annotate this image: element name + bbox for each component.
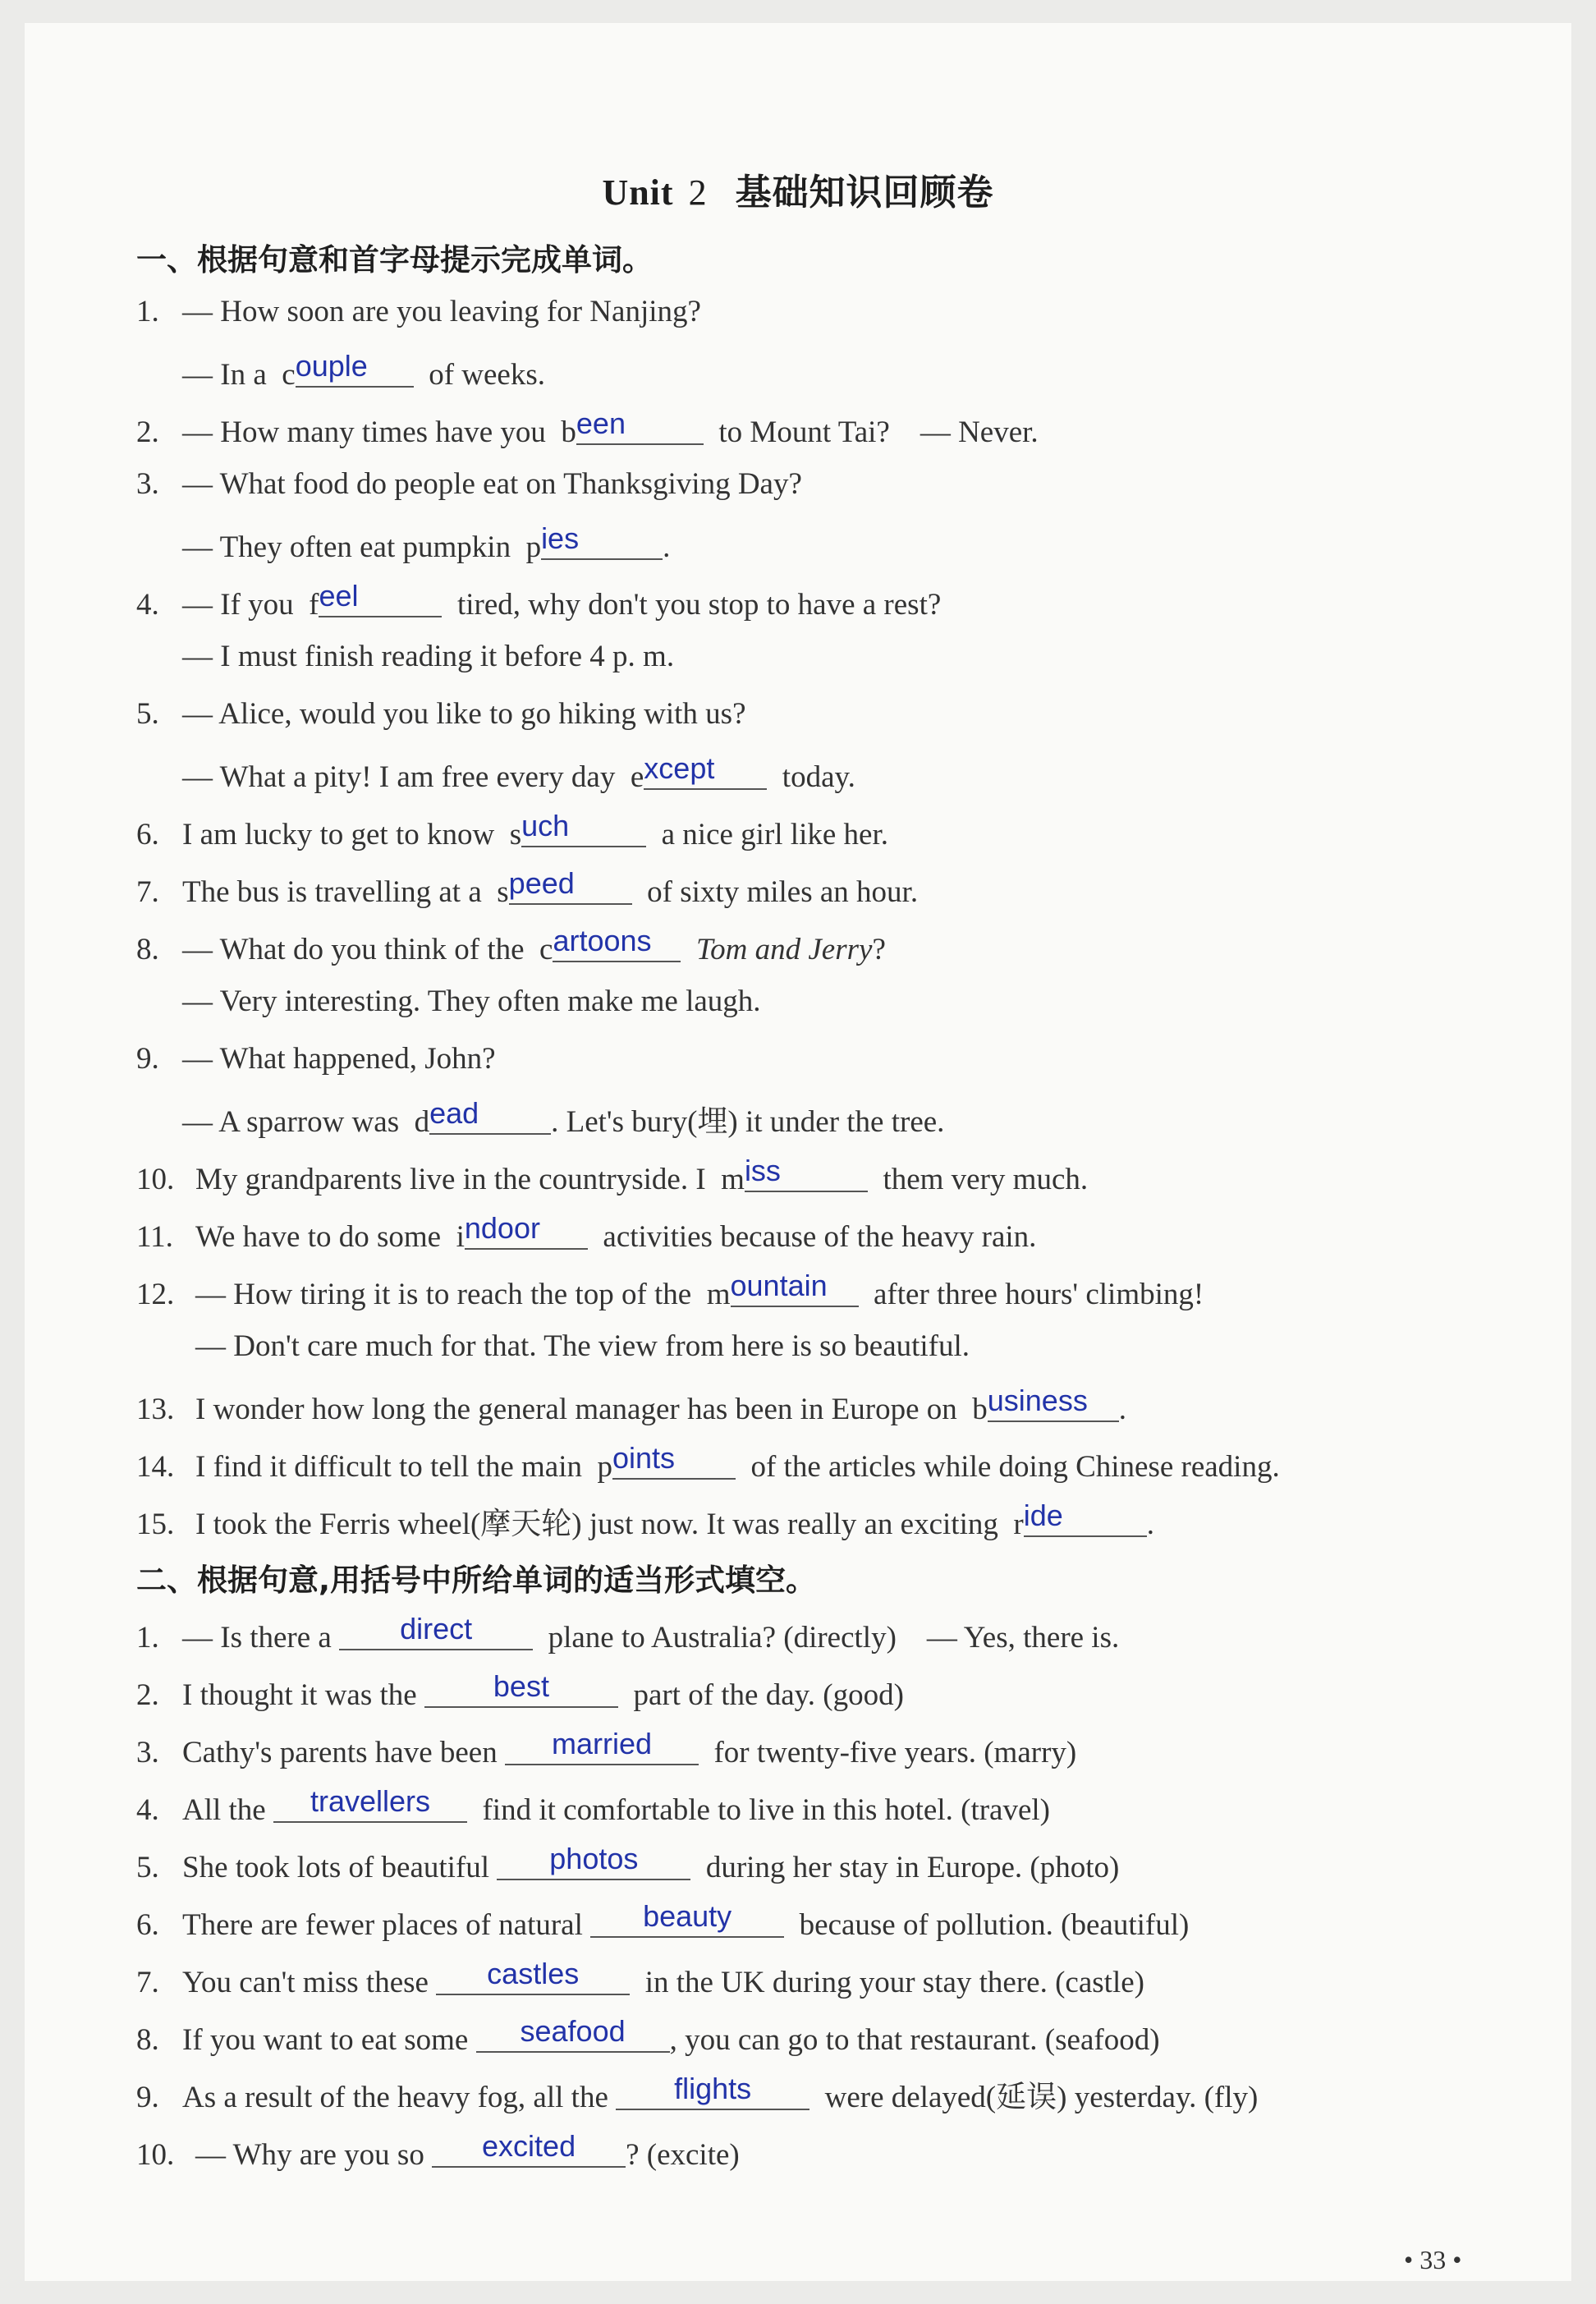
answer-blank: ide [1024,1501,1147,1537]
s1-line-9: 9. — What happened, John? [136,1042,496,1076]
answer-blank: castles [436,1959,630,1995]
page-title: Unit 2 基础知识回顾卷 [602,172,994,213]
s2-line-5: 5. She took lots of beautiful photos during her stay in Europe. (photo) [136,1842,1120,1884]
answer-blank: peed [509,869,632,905]
s1-line-11: 11. We have to do some indoor activities because of the heavy rain. [136,1211,1037,1254]
answer-blank: excited [432,2132,626,2168]
s1-line-7: 7. The bus is travelling at a speed of sixty miles an hour. [136,866,919,909]
s1-line-9b: — A sparrow was dead . Let's bury(埋) it under the tree. [182,1096,945,1139]
s1-line-1: 1. — How soon are you leaving for Nanjing? [136,295,701,328]
s1-line-13: 13. I wonder how long the general manager has been in Europe on business . [136,1384,1127,1426]
s2-line-3: 3. Cathy's parents have been married for twenty-five years. (marry) [136,1727,1077,1769]
s2-line-8: 8. If you want to eat some seafood , you can go to that restaurant. (seafood) [136,2014,1160,2057]
answer-blank: best [424,1672,618,1708]
s2-line-6: 6. There are fewer places of natural beauty because of pollution. (beautiful) [136,1899,1190,1942]
s2-line-2: 2. I thought it was the best part of the day. (good) [136,1669,904,1712]
s1-line-15: 15. I took the Ferris wheel(摩天轮) just now. It was really an exciting ride . [136,1499,1154,1541]
s1-line-3b: — They often eat pumpkin pies . [182,521,671,564]
answer-blank: een [576,409,704,445]
s1-line-6: 6. I am lucky to get to know such a nice girl like her. [136,809,888,851]
s2-line-7: 7. You can't miss these castles in the UK during your stay there. (castle) [136,1957,1144,1999]
s1-line-2: 2. — How many times have you been to Mount Tai? — Never. [136,406,1039,449]
s2-line-9: 9. As a result of the heavy fog, all the flights were delayed(延误) yesterday. (fly) [136,2072,1259,2114]
s1-line-8: 8. — What do you think of the cartoons Tom and Jerry? [136,924,886,966]
answer-blank: iss [745,1156,868,1192]
answer-blank: ies [541,524,663,560]
answer-blank: ead [429,1099,551,1135]
worksheet-page [25,23,1571,2281]
s1-line-5b: — What a pity! I am free every day except today. [182,751,855,794]
answer-blank: uch [521,811,646,847]
s1-line-14: 14. I find it difficult to tell the main points of the articles while doing Chinese reading. [136,1441,1280,1484]
answer-blank: travellers [273,1787,467,1823]
answer-blank: married [505,1729,699,1765]
s1-line-12: 12. — How tiring it is to reach the top of the mountain after three hours' climbing! [136,1269,1204,1311]
answer-blank: seafood [476,2017,670,2053]
answer-blank: direct [339,1614,533,1650]
answer-blank: ndoor [465,1214,588,1250]
s1-line-4b: — I must finish reading it before 4 p. m. [182,640,675,673]
s2-line-1: 1. — Is there a direct plane to Australia? (directly) — Yes, there is. [136,1612,1120,1655]
s1-line-5: 5. — Alice, would you like to go hiking with us? [136,697,746,731]
section1-heading: 一、根据句意和首字母提示完成单词。 [136,242,653,278]
s1-line-3: 3. — What food do people eat on Thanksgiving Day? [136,467,802,501]
s1-line-8b: — Very interesting. They often make me laugh. [182,984,761,1018]
page-number: • 33 • [1404,2245,1462,2274]
answer-blank: oints [612,1443,736,1480]
s1-line-10: 10. My grandparents live in the countryside. I miss them very much. [136,1154,1089,1196]
answer-blank: usiness [988,1386,1119,1422]
section2-heading: 二、根据句意,用括号中所给单词的适当形式填空。 [136,1563,817,1598]
s2-line-10: 10. — Why are you so excited ? (excite) [136,2129,740,2172]
answer-blank: artoons [553,926,681,962]
s1-line-4: 4. — If you feel tired, why don't you stop to have a rest? [136,579,942,622]
answer-blank: xcept [644,754,767,790]
s2-line-4: 4. All the travellers find it comfortable to live in this hotel. (travel) [136,1784,1050,1827]
answer-blank: ountain [731,1271,859,1307]
s1-line-1b: — In a couple of weeks. [182,349,545,392]
s1-line-12b: — Don't care much for that. The view from here is so beautiful. [195,1329,970,1363]
answer-blank: beauty [590,1902,784,1938]
answer-blank: flights [616,2074,809,2110]
answer-blank: photos [497,1844,690,1880]
answer-blank: eel [319,581,442,617]
answer-blank: ouple [296,351,414,388]
